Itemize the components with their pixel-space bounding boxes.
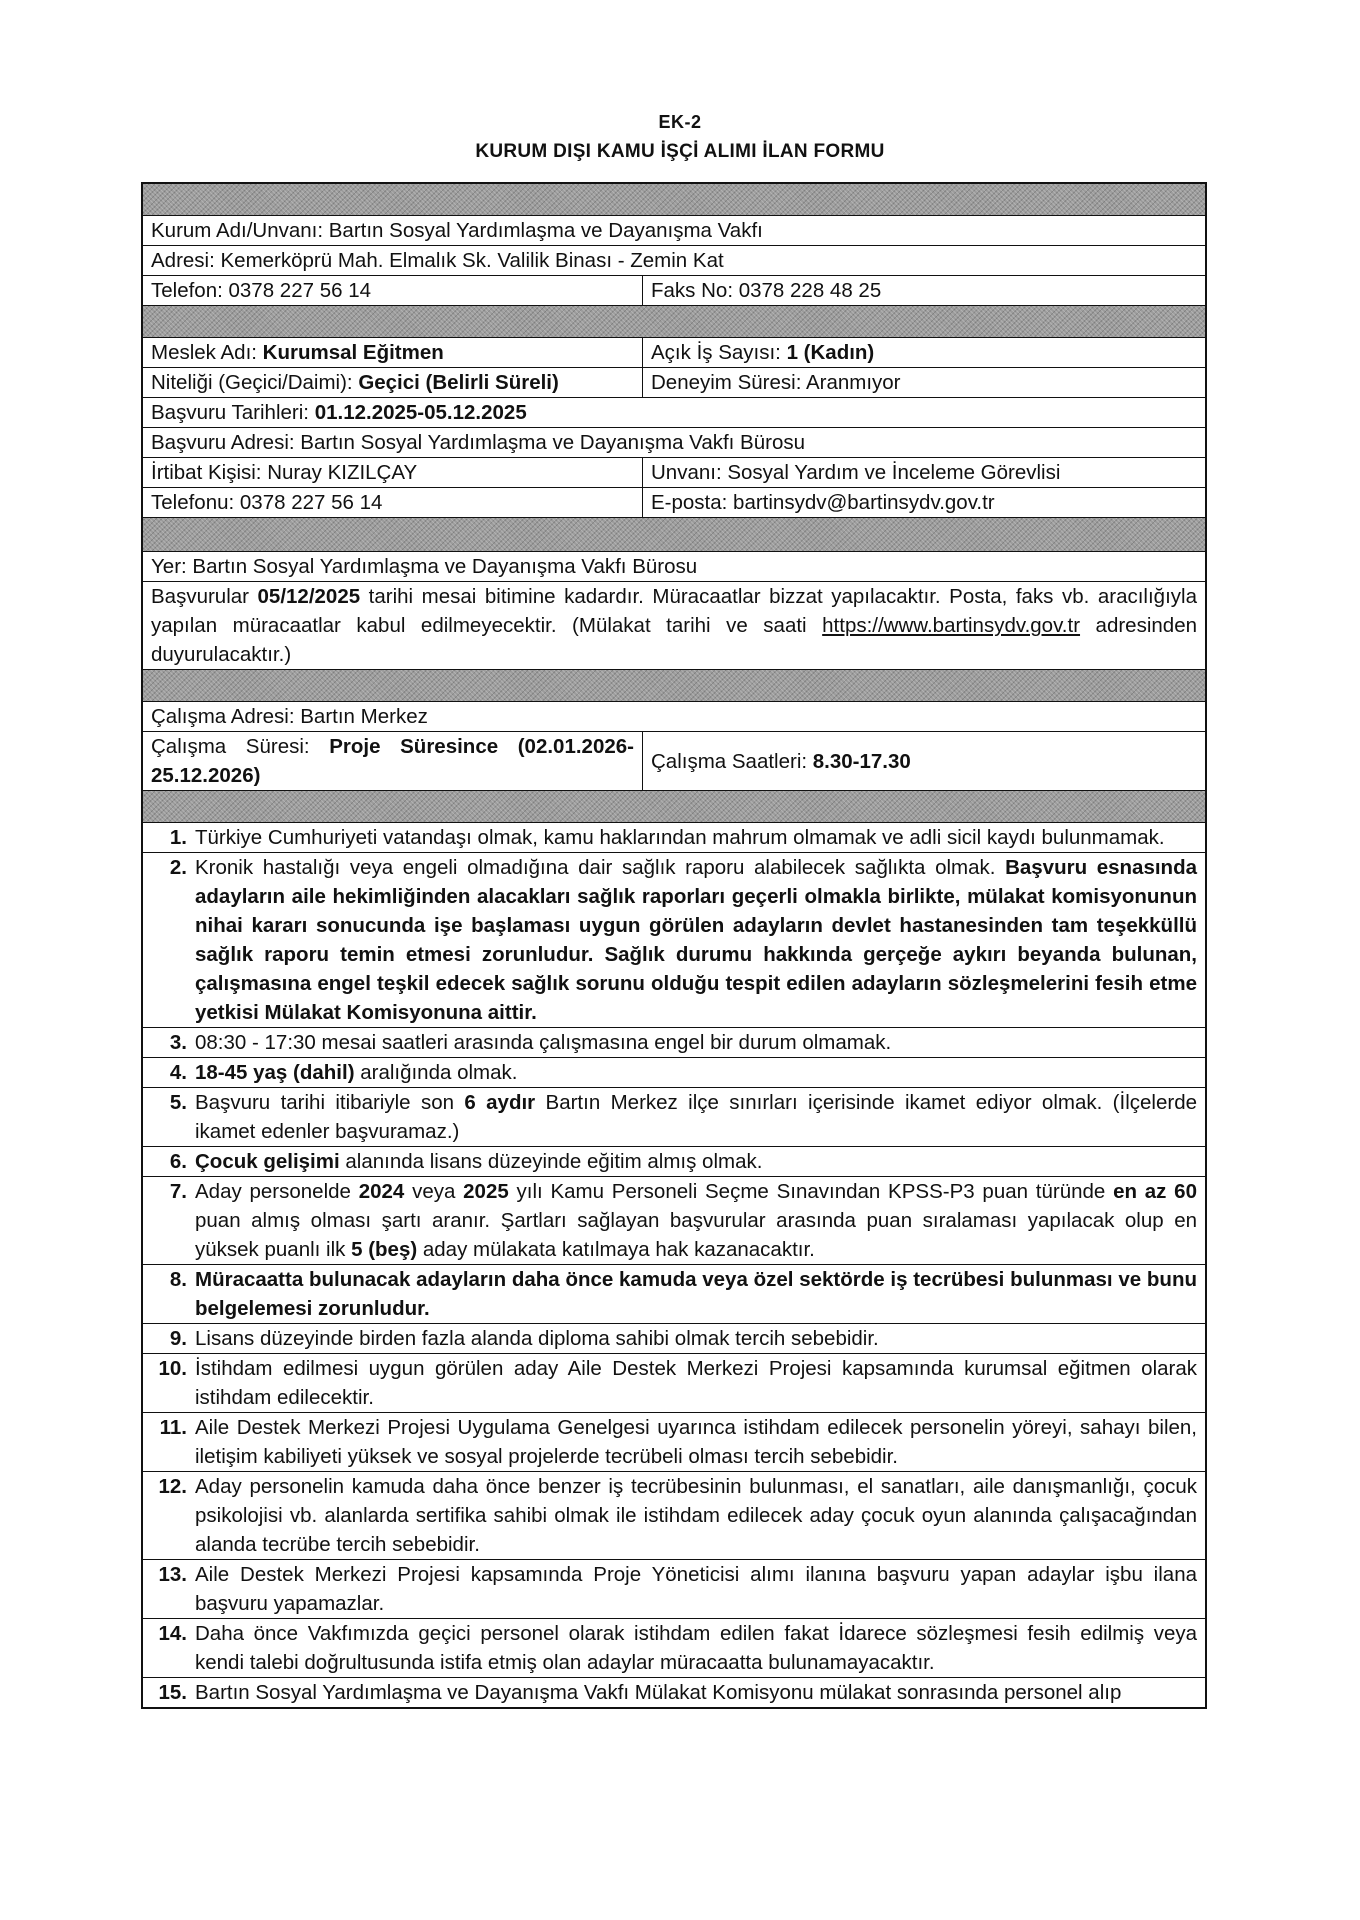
- condition-number: 10.: [158, 1357, 187, 1380]
- openings-value: 1 (Kadın): [786, 341, 875, 364]
- section-header-work: [143, 669, 1205, 701]
- condition-text: Aday personelde 2024 veya 2025 yılı Kamu Personeli Seçme Sınavından KPSS-P3 puan türünde en az 60 puan almış olması şartı aranır. Şartları sağlayan başvurular arasında puan sıralaması yapılacak olup en yüksek puanlı ilk 5 (beş) aday mülakata katılmaya hak kazanacaktır.: [195, 1180, 1197, 1261]
- section-header-institution: [143, 184, 1205, 215]
- condition-text: Kronik hastalığı veya engeli olmadığına dair sağlık raporu alabilecek sağlıkta olmak. Başvuru esnasında adayların aile hekimliğinden alacakları sağlık raporları geçerli olmakla birlikte, mülakat komisyonunun nihai kararı sonucunda işe başlaması uygun görülen adayların devlet hastanesinden tam teşekküllü sağlık raporu temin etmesi zorunludur. Sağlık durumu hakkında gerçeğe aykırı beyanda bulunan, çalışmasına engel teşkil edecek sağlık sorunu olduğu tespit edilen adayların sözleşmelerini fesih etme yetkisi Mülakat Komisyonuna aittir.: [195, 856, 1197, 1024]
- application-deadline: 05/12/2025: [257, 585, 361, 608]
- condition-text: Aile Destek Merkezi Projesi Uygulama Genelgesi uyarınca istihdam edilecek personelin yöreyi, sahayı bilen, iletişim kabiliyeti yüksek ve sosyal projelerde tecrübeli olması tercih sebebidir.: [195, 1416, 1197, 1468]
- condition-text: Aday personelin kamuda daha önce benzer iş tecrübesinin bulunması, el sanatları, aile danışmanlığı, çocuk psikolojisi vb. alanlarda sertifika sahibi olmak ile istihdam edilecek aday çocuk oyun alanında çalışacağından alanda tecrübe tercih sebebidir.: [195, 1475, 1197, 1556]
- condition-number: 13.: [158, 1563, 187, 1586]
- condition-item: [143, 852, 1205, 1027]
- contact-phone: Telefonu: 0378 227 56 14: [143, 488, 643, 517]
- condition-text: Çocuk gelişimi alanında lisans düzeyinde eğitim almış olmak.: [195, 1150, 763, 1173]
- condition-item: [143, 1146, 1205, 1176]
- condition-number: 9.: [169, 1327, 187, 1350]
- contact-title: Unvanı: Sosyal Yardım ve İnceleme Görevlisi: [651, 461, 1061, 484]
- institution-address: Adresi: Kemerköprü Mah. Elmalık Sk. Valilik Binası - Zemin Kat: [151, 249, 724, 272]
- condition-item: [143, 1471, 1205, 1559]
- profession: [143, 338, 643, 367]
- row-contact: [143, 457, 1205, 487]
- condition-item: [143, 1353, 1205, 1412]
- condition-item: [143, 1559, 1205, 1618]
- profession-value: Kurumsal Eğitmen: [262, 341, 444, 364]
- condition-item: [143, 1087, 1205, 1146]
- row-work-duration: [143, 731, 1205, 790]
- condition-number: 12.: [158, 1475, 187, 1498]
- nature-value: Geçici (Belirli Süreli): [358, 371, 559, 394]
- condition-number: 3.: [169, 1031, 187, 1054]
- application-address: Başvuru Adresi: Bartın Sosyal Yardımlaşma ve Dayanışma Vakfı Bürosu: [151, 431, 806, 454]
- row-contact-details: [143, 487, 1205, 517]
- condition-item: [143, 1412, 1205, 1471]
- condition-text: Daha önce Vakfımızda geçici personel olarak istihdam edilen fakat İdarece sözleşmesi fesih edilmiş veya kendi talebi doğrultusunda istifa etmiş olan adaylar müracaatta bulunamayacaktır.: [195, 1622, 1197, 1674]
- condition-number: 8.: [169, 1268, 187, 1291]
- contact-person: İrtibat Kişisi: Nuray KIZILÇAY: [143, 458, 643, 487]
- condition-item: [143, 1176, 1205, 1264]
- condition-number: 1.: [169, 826, 187, 849]
- condition-item: [143, 1057, 1205, 1087]
- annex-label: EK-2: [658, 112, 702, 132]
- row-application-address: [143, 427, 1205, 457]
- row-institution-name: [143, 215, 1205, 245]
- condition-number: 4.: [169, 1061, 187, 1084]
- condition-number: 5.: [169, 1091, 187, 1114]
- row-application-dates: [143, 397, 1205, 427]
- condition-text: Bartın Sosyal Yardımlaşma ve Dayanışma Vakfı Mülakat Komisyonu mülakat sonrasında personel alıp: [195, 1681, 1122, 1704]
- row-institution-contact: [143, 275, 1205, 305]
- condition-number: 6.: [169, 1150, 187, 1173]
- openings-label: Açık İş Sayısı:: [651, 341, 787, 364]
- condition-text: Lisans düzeyinde birden fazla alanda diploma sahibi olmak tercih sebebidir.: [195, 1327, 879, 1350]
- condition-number: 2.: [169, 856, 187, 879]
- experience-requirement: Deneyim Süresi: Aranmıyor: [651, 371, 901, 394]
- institution-phone: Telefon: 0378 227 56 14: [143, 276, 643, 305]
- row-application-place: [143, 551, 1205, 581]
- application-text-part2: tarihi mesai bitimine kadardır. Müracaatlar bizzat yapılacaktır. Posta, faks vb. aracılığıyla yapılan müracaatlar kabul edilmeyecektir. (Mülakat tarihi ve saati: [151, 585, 1197, 637]
- condition-text: Türkiye Cumhuriyeti vatandaşı olmak, kamu haklarından mahrum olmamak ve adli sicil kaydı bulunmamak.: [195, 826, 1165, 849]
- section-header-conditions: [143, 790, 1205, 822]
- job-nature: [143, 368, 643, 397]
- conditions-list: [143, 822, 1205, 1707]
- row-nature: [143, 367, 1205, 397]
- duration-label: Çalışma Süresi:: [151, 735, 330, 758]
- website-link[interactable]: https://www.bartinsydv.gov.tr: [822, 614, 1081, 637]
- condition-text: Başvuru tarihi itibariyle son 6 aydır Bartın Merkez ilçe sınırları içerisinde ikamet ediyor olmak. (İlçelerde ikamet edenler başvuramaz.): [195, 1091, 1197, 1143]
- application-dates: [143, 398, 1205, 427]
- application-text-part3: adresinden duyurulacaktır.): [151, 614, 1197, 666]
- duration-value: Proje Süresince (02.01.2026-25.12.2026): [151, 735, 634, 787]
- row-work-address: [143, 701, 1205, 731]
- condition-text: 08:30 - 17:30 mesai saatleri arasında çalışmasına engel bir durum olmamak.: [195, 1031, 892, 1054]
- condition-number: 11.: [159, 1416, 187, 1439]
- nature-label: Niteliği (Geçici/Daimi):: [151, 371, 359, 394]
- condition-text: 18-45 yaş (dahil) aralığında olmak.: [195, 1061, 518, 1084]
- condition-number: 14.: [158, 1622, 187, 1645]
- condition-item: [143, 1677, 1205, 1707]
- condition-item: [143, 1618, 1205, 1677]
- row-profession: [143, 337, 1205, 367]
- hours-value: 8.30-17.30: [812, 749, 911, 773]
- openings: [643, 338, 1205, 367]
- dates-label: Başvuru Tarihleri:: [151, 401, 315, 424]
- condition-number: 7.: [169, 1180, 187, 1203]
- section-header-application: [143, 517, 1205, 551]
- condition-item: [143, 822, 1205, 852]
- work-hours: [643, 732, 1205, 790]
- row-application-text: [143, 581, 1205, 669]
- dates-value: 01.12.2025-05.12.2025: [314, 401, 527, 424]
- row-institution-address: [143, 245, 1205, 275]
- condition-item: [143, 1027, 1205, 1057]
- contact-email: E-posta: bartinsydv@bartinsydv.gov.tr: [651, 491, 995, 514]
- condition-text: Aile Destek Merkezi Projesi kapsamında Proje Yöneticisi alımı ilanına başvuru yapan adaylar işbu ilana başvuru yapamazlar.: [195, 1563, 1197, 1615]
- hours-label: Çalışma Saatleri:: [651, 749, 813, 773]
- condition-item: [143, 1264, 1205, 1323]
- condition-text: İstihdam edilmesi uygun görülen aday Aile Destek Merkezi Projesi kapsamında kurumsal eğitmen olarak istihdam edilecektir.: [195, 1357, 1197, 1409]
- application-place: Yer: Bartın Sosyal Yardımlaşma ve Dayanışma Vakfı Bürosu: [151, 555, 698, 578]
- condition-number: 15.: [158, 1681, 187, 1704]
- form-title: KURUM DIŞI KAMU İŞÇİ ALIMI İLAN FORMU: [475, 141, 885, 162]
- profession-label: Meslek Adı:: [151, 341, 263, 364]
- application-paragraph: [143, 582, 1205, 669]
- application-text-part1: Başvurular: [151, 585, 258, 608]
- announcement-form: [141, 182, 1207, 1709]
- condition-text: Müracaatta bulunacak adayların daha önce kamuda veya özel sektörde iş tecrübesi bulunması ve bunu belgelemesi zorunludur.: [195, 1268, 1197, 1320]
- condition-item: [143, 1323, 1205, 1353]
- institution-fax: Faks No: 0378 228 48 25: [651, 279, 882, 302]
- institution-name: Kurum Adı/Unvanı: Bartın Sosyal Yardımlaşma ve Dayanışma Vakfı: [151, 219, 763, 242]
- work-address: Çalışma Adresi: Bartın Merkez: [151, 705, 428, 728]
- section-header-job: [143, 305, 1205, 337]
- work-duration: [143, 732, 643, 790]
